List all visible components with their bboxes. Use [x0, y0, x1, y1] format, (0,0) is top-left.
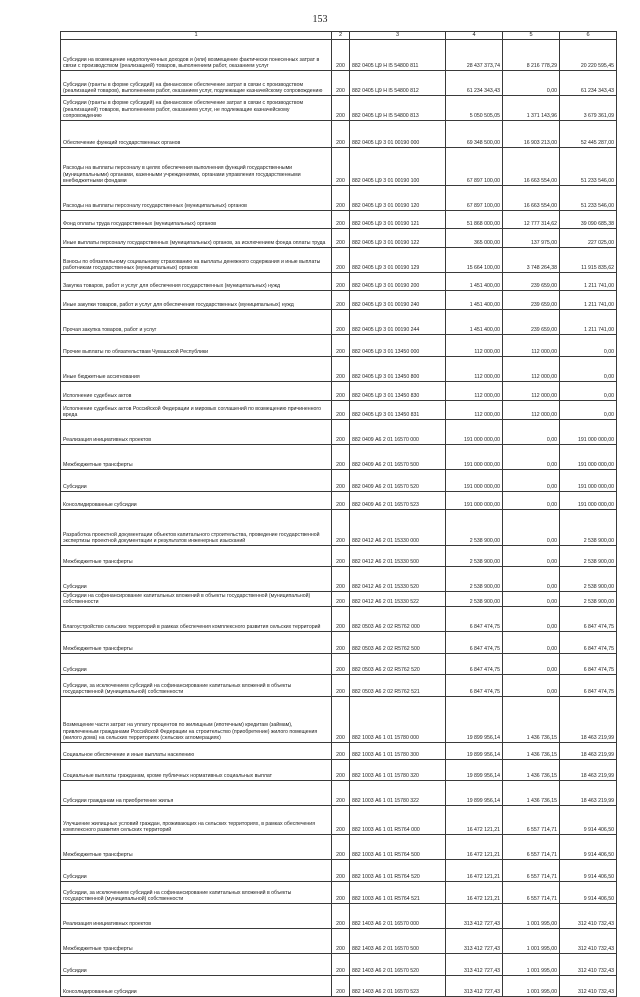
item-name: Расходы на выплаты персоналу в целях обеспечения выполнения функций государственными (муниципальными) органами, казенными учреждениями, органами управления государственными внебюджетными фондами [61, 148, 332, 186]
column-2-value: 200 [332, 357, 350, 382]
column-2-value: 200 [332, 470, 350, 492]
classification-code: 882 0503 А6 2 02 R5762 500 [350, 632, 446, 654]
executed-amount: 16 663 554,00 [503, 186, 560, 211]
classification-code: 882 1003 А6 1 01 15780 300 [350, 743, 446, 760]
column-2-value: 200 [332, 335, 350, 357]
classification-code: 882 0405 Ц9 3 01 00190 120 [350, 186, 446, 211]
header-cell: 4 [446, 32, 503, 40]
classification-code: 882 1003 А6 1 01 15780 000 [350, 697, 446, 743]
header-cell: 5 [503, 32, 560, 40]
item-name: Субсидии [61, 654, 332, 675]
classification-code: 882 0405 Ц9 3 01 00190 244 [350, 310, 446, 335]
header-cell: 1 [61, 32, 332, 40]
remaining-amount: 0,00 [560, 357, 617, 382]
approved-amount: 365 000,00 [446, 229, 503, 248]
item-name: Закупка товаров, работ и услуг для обеспечения государственных (муниципальных) нужд [61, 273, 332, 291]
approved-amount: 112 000,00 [446, 357, 503, 382]
executed-amount: 112 000,00 [503, 335, 560, 357]
table-row [61, 976, 617, 997]
remaining-amount: 6 847 474,75 [560, 632, 617, 654]
column-2-value: 200 [332, 273, 350, 291]
item-name: Субсидии [61, 470, 332, 492]
classification-code: 882 1003 А6 1 01 R5764 500 [350, 835, 446, 860]
approved-amount: 67 897 100,00 [446, 186, 503, 211]
table-row [61, 273, 617, 291]
column-2-value: 200 [332, 697, 350, 743]
column-2-value: 200 [332, 860, 350, 882]
header-cell: 2 [332, 32, 350, 40]
column-2-value: 200 [332, 743, 350, 760]
item-name: Субсидии на софинансирование капитальных вложений в объекты государственной (муниципальной) собственности [61, 592, 332, 607]
classification-code: 882 0409 А6 2 01 16570 520 [350, 470, 446, 492]
table-row [61, 148, 617, 186]
executed-amount: 8 216 778,29 [503, 40, 560, 71]
executed-amount: 239 659,00 [503, 310, 560, 335]
column-2-value: 200 [332, 882, 350, 904]
column-2-value: 200 [332, 675, 350, 697]
executed-amount: 6 557 714,71 [503, 835, 560, 860]
remaining-amount: 6 847 474,75 [560, 675, 617, 697]
approved-amount: 5 050 505,05 [446, 96, 503, 121]
item-name: Реализация инициативных проектов [61, 904, 332, 929]
approved-amount: 67 897 100,00 [446, 148, 503, 186]
item-name: Межбюджетные трансферты [61, 445, 332, 470]
column-2-value: 200 [332, 954, 350, 976]
executed-amount: 3 748 264,38 [503, 248, 560, 273]
executed-amount: 239 659,00 [503, 291, 560, 310]
executed-amount: 1 436 736,15 [503, 760, 560, 781]
column-2-value: 200 [332, 607, 350, 632]
executed-amount: 239 659,00 [503, 273, 560, 291]
approved-amount: 28 437 373,74 [446, 40, 503, 71]
classification-code: 882 0503 А6 2 02 R5762 520 [350, 654, 446, 675]
remaining-amount: 11 915 835,62 [560, 248, 617, 273]
remaining-amount: 2 538 900,00 [560, 592, 617, 607]
approved-amount: 313 412 727,43 [446, 904, 503, 929]
column-2-value: 200 [332, 96, 350, 121]
table-row [61, 860, 617, 882]
classification-code: 882 0405 Ц9 3 01 00190 200 [350, 273, 446, 291]
executed-amount: 0,00 [503, 470, 560, 492]
item-name: Субсидии гражданам на приобретение жилья [61, 781, 332, 806]
executed-amount: 6 557 714,71 [503, 860, 560, 882]
classification-code: 882 0412 А6 2 01 15330 520 [350, 567, 446, 592]
classification-code: 882 1403 А6 2 01 16570 523 [350, 976, 446, 997]
remaining-amount: 9 914 406,50 [560, 806, 617, 835]
table-row [61, 357, 617, 382]
approved-amount: 1 451 400,00 [446, 310, 503, 335]
executed-amount: 16 903 213,00 [503, 121, 560, 148]
remaining-amount: 312 410 732,43 [560, 954, 617, 976]
item-name: Иные закупки товаров, работ и услуг для обеспечения государственных (муниципальных) нужд [61, 291, 332, 310]
approved-amount: 6 847 474,75 [446, 607, 503, 632]
approved-amount: 16 472 121,21 [446, 882, 503, 904]
column-2-value: 200 [332, 71, 350, 96]
approved-amount: 191 000 000,00 [446, 420, 503, 445]
column-2-value: 200 [332, 492, 350, 510]
remaining-amount: 6 847 474,75 [560, 607, 617, 632]
classification-code: 882 0503 А6 2 02 R5762 521 [350, 675, 446, 697]
classification-code: 882 0405 Ц9 Н I5 54800 811 [350, 40, 446, 71]
executed-amount: 1 001 995,00 [503, 929, 560, 954]
remaining-amount: 2 538 900,00 [560, 510, 617, 546]
executed-amount: 1 001 995,00 [503, 976, 560, 997]
item-name: Исполнение судебных актов [61, 382, 332, 401]
classification-code: 882 0409 А6 2 01 16570 523 [350, 492, 446, 510]
classification-code: 882 0405 Ц9 3 01 13450 800 [350, 357, 446, 382]
item-name: Межбюджетные трансферты [61, 546, 332, 567]
item-name: Прочая закупка товаров, работ и услуг [61, 310, 332, 335]
remaining-amount: 191 000 000,00 [560, 420, 617, 445]
classification-code: 882 1003 А6 1 01 15780 320 [350, 760, 446, 781]
approved-amount: 2 538 900,00 [446, 510, 503, 546]
column-2-value: 200 [332, 248, 350, 273]
table-row [61, 632, 617, 654]
remaining-amount: 1 211 741,00 [560, 273, 617, 291]
approved-amount: 69 348 500,00 [446, 121, 503, 148]
approved-amount: 19 899 956,14 [446, 760, 503, 781]
approved-amount: 191 000 000,00 [446, 470, 503, 492]
item-name: Консолидированные субсидии [61, 492, 332, 510]
table-row [61, 607, 617, 632]
classification-code: 882 0405 Ц9 3 01 00190 121 [350, 211, 446, 229]
executed-amount: 6 557 714,71 [503, 806, 560, 835]
item-name: Фонд оплаты труда государственных (муниципальных) органов [61, 211, 332, 229]
remaining-amount: 51 233 546,00 [560, 148, 617, 186]
remaining-amount: 18 463 219,99 [560, 781, 617, 806]
column-2-value: 200 [332, 567, 350, 592]
classification-code: 882 0405 Ц9 3 01 00190 129 [350, 248, 446, 273]
classification-code: 882 0405 Ц9 3 01 00190 122 [350, 229, 446, 248]
item-name: Иные выплаты персоналу государственных (муниципальных) органов, за исключением фонда оплаты труда [61, 229, 332, 248]
executed-amount: 0,00 [503, 592, 560, 607]
table-row [61, 211, 617, 229]
classification-code: 882 0405 Ц9 3 01 00190 000 [350, 121, 446, 148]
table-row [61, 654, 617, 675]
item-name: Возмещение части затрат на уплату процентов по жилищным (ипотечным) кредитам (займам), привлеченным гражданами Российской Федерации на строительство (приобретение) жилого помещения (жилого дома) на сельских территориях (сельских агломерациях) [61, 697, 332, 743]
table-row [61, 445, 617, 470]
header-cell: 3 [350, 32, 446, 40]
column-2-value: 200 [332, 760, 350, 781]
column-2-value: 200 [332, 632, 350, 654]
column-2-value: 200 [332, 382, 350, 401]
item-name: Межбюджетные трансферты [61, 929, 332, 954]
remaining-amount: 2 538 900,00 [560, 567, 617, 592]
remaining-amount: 227 025,00 [560, 229, 617, 248]
table-row [61, 335, 617, 357]
table-row [61, 835, 617, 860]
remaining-amount: 1 211 741,00 [560, 291, 617, 310]
item-name: Субсидии [61, 567, 332, 592]
item-name: Разработка проектной документации объектов капитального строительства, проведение государственной экспертизы проектной документации и результатов инженерных изысканий [61, 510, 332, 546]
table-row [61, 470, 617, 492]
remaining-amount: 191 000 000,00 [560, 445, 617, 470]
executed-amount: 112 000,00 [503, 401, 560, 420]
table-row [61, 929, 617, 954]
column-2-value: 200 [332, 229, 350, 248]
approved-amount: 112 000,00 [446, 382, 503, 401]
item-name: Реализация инициативных проектов [61, 420, 332, 445]
classification-code: 882 1003 А6 1 01 R5764 521 [350, 882, 446, 904]
classification-code: 882 0405 Ц9 3 01 00190 240 [350, 291, 446, 310]
approved-amount: 191 000 000,00 [446, 492, 503, 510]
budget-execution-table [60, 31, 617, 997]
remaining-amount: 61 234 343,43 [560, 71, 617, 96]
column-2-value: 200 [332, 654, 350, 675]
approved-amount: 1 451 400,00 [446, 291, 503, 310]
classification-code: 882 1403 А6 2 01 16570 520 [350, 954, 446, 976]
table-row [61, 697, 617, 743]
approved-amount: 16 472 121,21 [446, 835, 503, 860]
item-name: Межбюджетные трансферты [61, 632, 332, 654]
column-2-value: 200 [332, 510, 350, 546]
remaining-amount: 39 090 685,38 [560, 211, 617, 229]
approved-amount: 2 538 900,00 [446, 546, 503, 567]
column-2-value: 200 [332, 310, 350, 335]
classification-code: 882 0405 Ц9 Н I5 54800 812 [350, 71, 446, 96]
table-row [61, 954, 617, 976]
column-2-value: 200 [332, 211, 350, 229]
executed-amount: 0,00 [503, 567, 560, 592]
executed-amount: 0,00 [503, 445, 560, 470]
classification-code: 882 0405 Ц9 3 01 13450 000 [350, 335, 446, 357]
table-header-row [61, 32, 617, 40]
table-row [61, 401, 617, 420]
page-number: 153 [312, 14, 328, 25]
remaining-amount: 191 000 000,00 [560, 492, 617, 510]
remaining-amount: 312 410 732,43 [560, 976, 617, 997]
column-2-value: 200 [332, 291, 350, 310]
executed-amount: 0,00 [503, 546, 560, 567]
table-row [61, 229, 617, 248]
item-name: Расходы на выплаты персоналу государственных (муниципальных) органов [61, 186, 332, 211]
item-name: Взносы по обязательному социальному страхованию на выплаты денежного содержания и иные выплаты работникам государственных (муниципальных) органов [61, 248, 332, 273]
classification-code: 882 1403 А6 2 01 16570 500 [350, 929, 446, 954]
remaining-amount: 9 914 406,50 [560, 882, 617, 904]
table-row [61, 510, 617, 546]
column-2-value: 200 [332, 904, 350, 929]
approved-amount: 61 234 343,43 [446, 71, 503, 96]
column-2-value: 200 [332, 420, 350, 445]
remaining-amount: 52 445 287,00 [560, 121, 617, 148]
classification-code: 882 0405 Ц9 3 01 00190 100 [350, 148, 446, 186]
approved-amount: 19 899 956,14 [446, 743, 503, 760]
item-name: Субсидии (гранты в форме субсидий) на финансовое обеспечение затрат в связи с производством (реализацией) товаров, выполнением работ, оказанием услуг, не подлежащие казначейскому сопровождению [61, 96, 332, 121]
executed-amount: 0,00 [503, 420, 560, 445]
classification-code: 882 1003 А6 1 01 R5764 520 [350, 860, 446, 882]
column-2-value: 200 [332, 806, 350, 835]
item-name: Социальные выплаты гражданам, кроме публичных нормативных социальных выплат [61, 760, 332, 781]
column-2-value: 200 [332, 148, 350, 186]
table-row [61, 40, 617, 71]
executed-amount: 6 557 714,71 [503, 882, 560, 904]
approved-amount: 6 847 474,75 [446, 675, 503, 697]
executed-amount: 0,00 [503, 510, 560, 546]
remaining-amount: 20 220 595,45 [560, 40, 617, 71]
executed-amount: 1 436 736,15 [503, 781, 560, 806]
executed-amount: 1 001 995,00 [503, 904, 560, 929]
item-name: Социальное обеспечение и иные выплаты населению [61, 743, 332, 760]
classification-code: 882 0503 А6 2 02 R5762 000 [350, 607, 446, 632]
executed-amount: 16 663 554,00 [503, 148, 560, 186]
remaining-amount: 0,00 [560, 382, 617, 401]
executed-amount: 112 000,00 [503, 357, 560, 382]
remaining-amount: 9 914 406,50 [560, 860, 617, 882]
remaining-amount: 191 000 000,00 [560, 470, 617, 492]
classification-code: 882 0405 Ц9 Н I5 54800 813 [350, 96, 446, 121]
remaining-amount: 2 538 900,00 [560, 546, 617, 567]
approved-amount: 191 000 000,00 [446, 445, 503, 470]
column-2-value: 200 [332, 401, 350, 420]
executed-amount: 0,00 [503, 71, 560, 96]
column-2-value: 200 [332, 781, 350, 806]
column-2-value: 200 [332, 546, 350, 567]
item-name: Субсидии (гранты в форме субсидий) на финансовое обеспечение затрат в связи с производством (реализацией товаров), выполнением работ, оказанием услуг, подлежащие казначейскому сопровождению [61, 71, 332, 96]
remaining-amount: 0,00 [560, 335, 617, 357]
item-name: Субсидии [61, 860, 332, 882]
table-row [61, 186, 617, 211]
column-2-value: 200 [332, 929, 350, 954]
approved-amount: 313 412 727,43 [446, 976, 503, 997]
remaining-amount: 312 410 732,43 [560, 929, 617, 954]
column-2-value: 200 [332, 121, 350, 148]
column-2-value: 200 [332, 976, 350, 997]
table-row [61, 904, 617, 929]
table-row [61, 546, 617, 567]
classification-code: 882 1403 А6 2 01 16570 000 [350, 904, 446, 929]
item-name: Субсидии, за исключением субсидий на софинансирование капитальных вложений в объекты государственной (муниципальной) собственности [61, 675, 332, 697]
item-name: Иные бюджетные ассигнования [61, 357, 332, 382]
approved-amount: 51 868 000,00 [446, 211, 503, 229]
table-row [61, 291, 617, 310]
column-2-value: 200 [332, 835, 350, 860]
approved-amount: 2 538 900,00 [446, 567, 503, 592]
table-row [61, 420, 617, 445]
approved-amount: 19 899 956,14 [446, 697, 503, 743]
table-row [61, 760, 617, 781]
remaining-amount: 312 410 732,43 [560, 904, 617, 929]
column-2-value: 200 [332, 186, 350, 211]
classification-code: 882 0405 Ц9 3 01 13450 830 [350, 382, 446, 401]
approved-amount: 16 472 121,21 [446, 860, 503, 882]
approved-amount: 313 412 727,43 [446, 929, 503, 954]
classification-code: 882 0409 А6 2 01 16570 000 [350, 420, 446, 445]
executed-amount: 0,00 [503, 492, 560, 510]
remaining-amount: 1 211 741,00 [560, 310, 617, 335]
table-row [61, 806, 617, 835]
classification-code: 882 0412 А6 2 01 15330 522 [350, 592, 446, 607]
classification-code: 882 1003 А6 1 01 15780 322 [350, 781, 446, 806]
approved-amount: 16 472 121,21 [446, 806, 503, 835]
table-row [61, 310, 617, 335]
column-2-value: 200 [332, 40, 350, 71]
item-name: Благоустройство сельских территорий в рамках обеспечения комплексного развития сельских территорий [61, 607, 332, 632]
header-cell: 6 [560, 32, 617, 40]
item-name: Консолидированные субсидии [61, 976, 332, 997]
item-name: Исполнение судебных актов Российской Федерации и мировых соглашений по возмещению причиненного вреда [61, 401, 332, 420]
table-row [61, 592, 617, 607]
executed-amount: 0,00 [503, 607, 560, 632]
approved-amount: 2 538 900,00 [446, 592, 503, 607]
classification-code: 882 0412 А6 2 01 15330 000 [350, 510, 446, 546]
remaining-amount: 9 914 406,50 [560, 835, 617, 860]
classification-code: 882 0409 А6 2 01 16570 500 [350, 445, 446, 470]
item-name: Межбюджетные трансферты [61, 835, 332, 860]
executed-amount: 1 371 143,96 [503, 96, 560, 121]
executed-amount: 1 001 995,00 [503, 954, 560, 976]
executed-amount: 137 975,00 [503, 229, 560, 248]
table-row [61, 743, 617, 760]
item-name: Обеспечение функций государственных органов [61, 121, 332, 148]
approved-amount: 15 664 100,00 [446, 248, 503, 273]
approved-amount: 313 412 727,43 [446, 954, 503, 976]
approved-amount: 6 847 474,75 [446, 632, 503, 654]
table-row [61, 567, 617, 592]
approved-amount: 19 899 956,14 [446, 781, 503, 806]
table-row [61, 71, 617, 96]
column-2-value: 200 [332, 592, 350, 607]
item-name: Улучшение жилищных условий граждан, проживающих на сельских территориях, в рамках обеспечения комплексного развития сельских территорий [61, 806, 332, 835]
remaining-amount: 6 847 474,75 [560, 654, 617, 675]
remaining-amount: 3 679 361,09 [560, 96, 617, 121]
approved-amount: 112 000,00 [446, 335, 503, 357]
executed-amount: 0,00 [503, 654, 560, 675]
remaining-amount: 18 463 219,99 [560, 697, 617, 743]
executed-amount: 1 436 736,15 [503, 743, 560, 760]
remaining-amount: 18 463 219,99 [560, 760, 617, 781]
classification-code: 882 0412 А6 2 01 15330 500 [350, 546, 446, 567]
approved-amount: 6 847 474,75 [446, 654, 503, 675]
executed-amount: 1 436 736,15 [503, 697, 560, 743]
item-name: Субсидии на возмещение недополученных доходов и (или) возмещение фактически понесенных затрат в связи с производством (реализацией) товаров, выполнением работ, оказанием услуг [61, 40, 332, 71]
table-row [61, 248, 617, 273]
item-name: Прочие выплаты по обязательствам Чувашской Республики [61, 335, 332, 357]
executed-amount: 112 000,00 [503, 382, 560, 401]
remaining-amount: 51 233 546,00 [560, 186, 617, 211]
remaining-amount: 18 463 219,99 [560, 743, 617, 760]
classification-code: 882 0405 Ц9 3 01 13450 831 [350, 401, 446, 420]
remaining-amount: 0,00 [560, 401, 617, 420]
table-row [61, 882, 617, 904]
item-name: Субсидии [61, 954, 332, 976]
executed-amount: 12 777 314,62 [503, 211, 560, 229]
approved-amount: 112 000,00 [446, 401, 503, 420]
column-2-value: 200 [332, 445, 350, 470]
approved-amount: 1 451 400,00 [446, 273, 503, 291]
table-row [61, 675, 617, 697]
table-row [61, 492, 617, 510]
executed-amount: 0,00 [503, 675, 560, 697]
table-row [61, 96, 617, 121]
executed-amount: 0,00 [503, 632, 560, 654]
item-name: Субсидии, за исключением субсидий на софинансирование капитальных вложений в объекты государственной (муниципальной) собственности [61, 882, 332, 904]
table-row [61, 121, 617, 148]
table-row [61, 382, 617, 401]
table-row [61, 781, 617, 806]
classification-code: 882 1003 А6 1 01 R5764 000 [350, 806, 446, 835]
